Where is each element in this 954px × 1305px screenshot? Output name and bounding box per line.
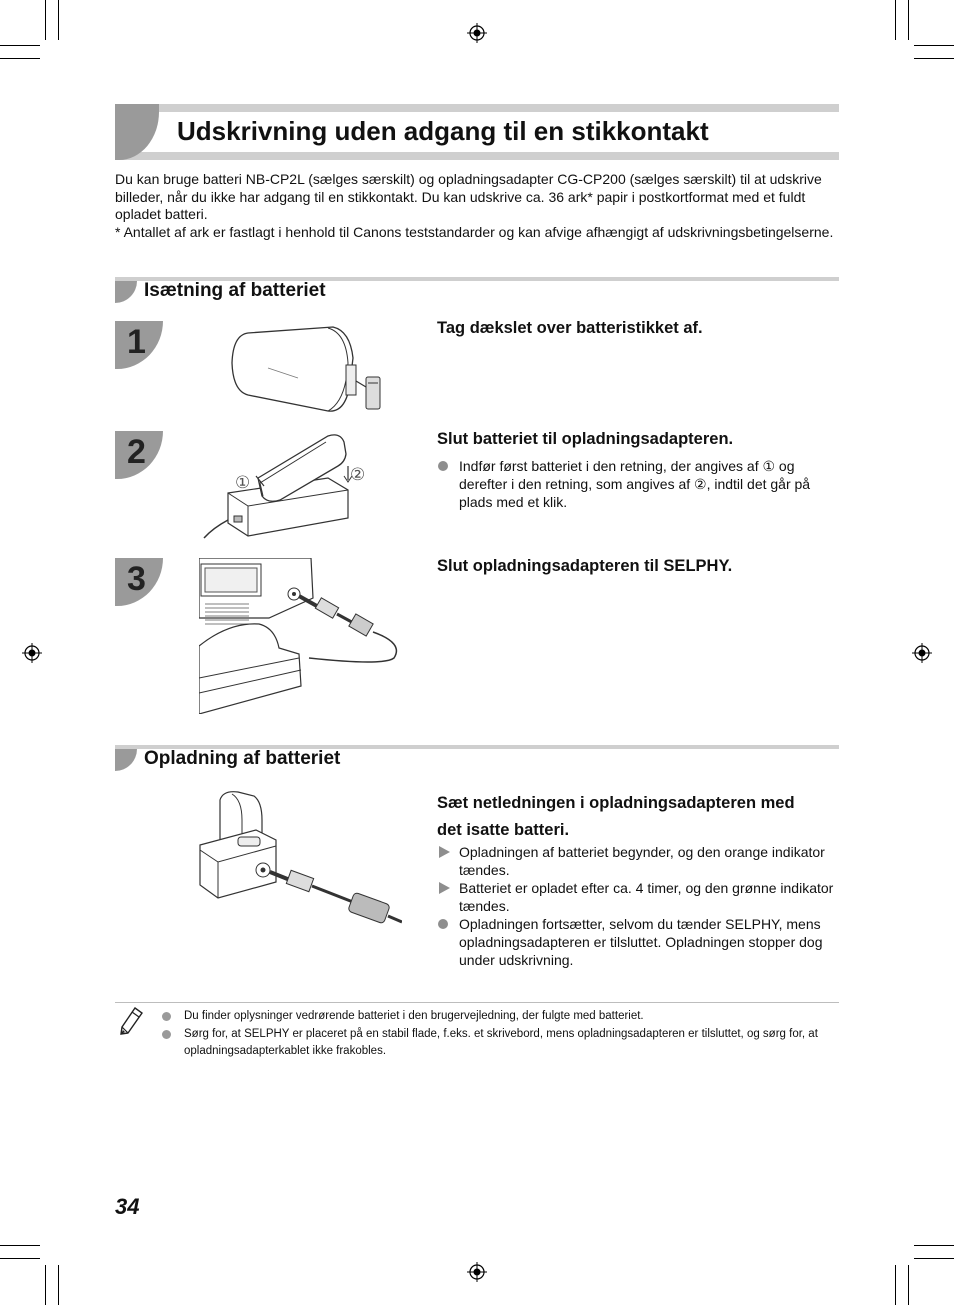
callout-1: ① — [235, 473, 251, 493]
section-heading-battery-charge — [115, 745, 839, 771]
crop-mark — [895, 1265, 896, 1305]
crop-mark — [0, 1258, 40, 1259]
bullet-dot-icon — [438, 461, 448, 471]
crop-mark — [914, 1258, 954, 1259]
section-heading-battery-insert — [115, 277, 839, 303]
battery-charger-illustration — [198, 428, 376, 544]
registration-mark-icon — [467, 1262, 487, 1282]
page-title: Udskrivning uden adgang til en stikkontakt — [177, 116, 709, 146]
crop-mark — [58, 0, 59, 40]
notes-divider — [115, 1002, 839, 1003]
bullet-dot-icon — [162, 1030, 171, 1039]
arrow-right-icon — [439, 846, 450, 858]
crop-mark — [45, 0, 46, 40]
crop-mark — [914, 58, 954, 59]
section-heading-text: Isætning af batteriet — [144, 280, 326, 301]
list-item: Batteriet er opladet efter ca. 4 timer, og den grønne indikator tændes. — [437, 879, 839, 915]
crop-mark — [908, 1265, 909, 1305]
bullet-dot-icon — [438, 919, 448, 929]
crop-mark — [58, 1265, 59, 1305]
step-1-title: Tag dækslet over batteristikket af. — [437, 319, 703, 337]
list-item: Opladningen af batteriet begynder, og den orange indikator tændes. — [437, 843, 839, 879]
step-2-title: Slut batteriet til opladningsadapteren. — [437, 430, 734, 448]
crop-mark — [0, 45, 40, 46]
page-title-bar — [115, 104, 839, 161]
step-badge-1: 1 — [115, 321, 163, 369]
step-badge-2: 2 — [115, 431, 163, 479]
intro-footnote: * Antallet af ark er fastlagt i henhold til Canons teststandarder og kan afvige afhængigt af udskrivningsbetingelserne. — [115, 223, 834, 240]
page-number: 34 — [115, 1194, 140, 1219]
intro-text — [115, 171, 839, 241]
step-badge-3: 3 — [115, 558, 163, 606]
step-3-title: Slut opladningsadapteren til SELPHY. — [437, 557, 733, 575]
pencil-note-icon — [118, 1006, 144, 1036]
list-item: Indfør først batteriet i den retning, der angives af ① og derefter i den retning, som angives af ②, indtil det går på plads med et klik. — [437, 457, 839, 511]
step-2-bullets — [437, 457, 839, 511]
crop-mark — [0, 1245, 40, 1246]
crop-mark — [914, 1245, 954, 1246]
arrow-right-icon — [439, 882, 450, 894]
battery-cover-illustration — [228, 323, 398, 415]
intro-paragraph: Du kan bruge batteri NB-CP2L (sælges særskilt) og opladningsadapter CG-CP200 (sælges særskilt) til at udskrive billeder, når du ikke har adgang til en stikkontakt. Du kan udskrive ca. 36 ark* papir i postkortformat med et fuldt opladet batteri. — [115, 171, 822, 222]
notes-list — [160, 1008, 840, 1061]
registration-mark-icon — [467, 23, 487, 43]
registration-mark-icon — [22, 643, 42, 663]
bullet-dot-icon — [162, 1012, 171, 1021]
section-heading-text: Opladning af batteriet — [144, 748, 341, 769]
charger-selphy-illustration — [199, 558, 404, 714]
crop-mark — [914, 45, 954, 46]
charging-title: Sæt netledningen i opladningsadapteren med det isatte batteri. — [437, 794, 795, 839]
crop-mark — [45, 1265, 46, 1305]
crop-mark — [895, 0, 896, 40]
charging-illustration — [198, 790, 402, 940]
registration-mark-icon — [912, 643, 932, 663]
list-item: Opladningen fortsætter, selvom du tænder SELPHY, mens opladningsadapteren er tilsluttet. Opladningen stopper dog under udskrivning. — [437, 915, 839, 969]
crop-mark — [0, 58, 40, 59]
charging-bullets — [437, 843, 839, 969]
crop-mark — [908, 0, 909, 40]
callout-2: ② — [350, 465, 366, 485]
list-item: Sørg for, at SELPHY er placeret på en stabil flade, f.eks. et skrivebord, mens opladningsadapteren er tilsluttet, og sørg for, at opladningsadapterkablet ikke frakobles. — [160, 1026, 840, 1061]
list-item: Du finder oplysninger vedrørende batteriet i den brugervejledning, der fulgte med batteriet. — [160, 1008, 840, 1026]
